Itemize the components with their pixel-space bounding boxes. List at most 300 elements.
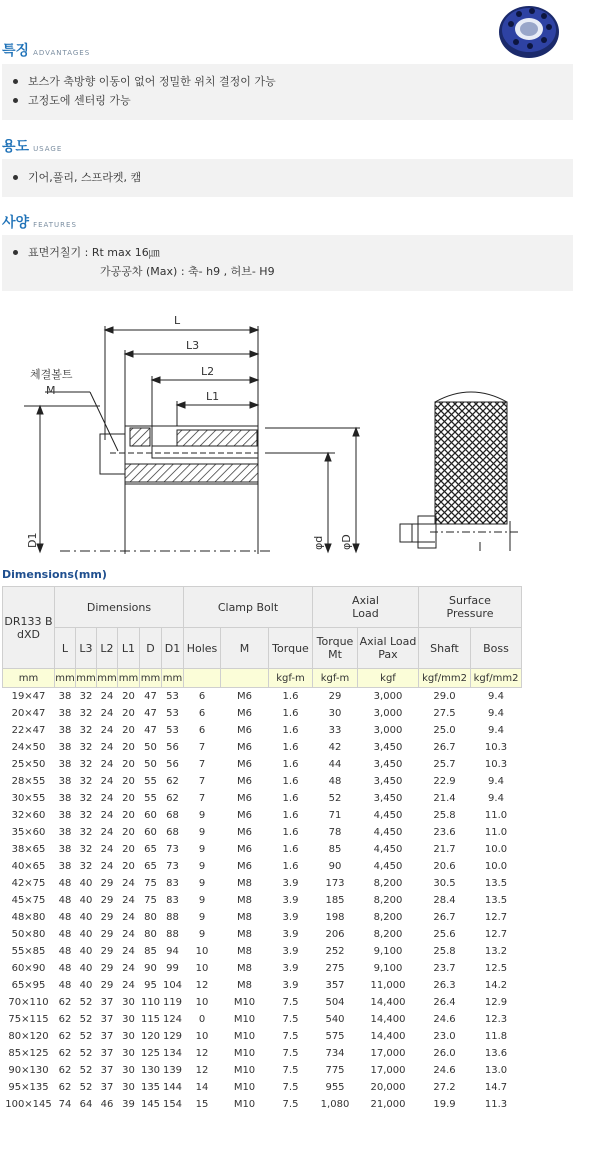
table-cell: 40	[79, 946, 93, 957]
table-cell: 68	[166, 827, 179, 838]
table-cell: 55	[144, 793, 157, 804]
features-heading	[2, 212, 77, 232]
header-text: DR133 B	[4, 614, 53, 628]
table-cell: 24	[122, 980, 135, 991]
features-subtitle: FEATURES	[33, 221, 77, 229]
table-cell: 56	[166, 742, 179, 753]
unit-cell: mm	[55, 669, 76, 688]
table-row	[3, 1096, 522, 1113]
table-cell: M8	[237, 912, 252, 923]
table-row	[3, 858, 522, 875]
table-cell: 100×145	[5, 1099, 52, 1110]
table-cell: 3,000	[373, 708, 403, 719]
table-cell: 1.6	[282, 742, 299, 753]
table-cell: 3.9	[282, 980, 299, 991]
table-cell: 38	[58, 793, 72, 804]
table-cell: 32	[79, 827, 93, 838]
usage-subtitle: USAGE	[33, 145, 63, 153]
table-cell: 206	[325, 929, 345, 940]
table-cell: 62	[58, 1082, 72, 1093]
table-cell: M10	[233, 1048, 256, 1059]
table-cell: 50×80	[11, 929, 46, 940]
table-cell: 9.4	[488, 691, 504, 702]
header-col	[269, 628, 313, 669]
table-cell: 7	[198, 793, 206, 804]
table-cell: 83	[166, 878, 179, 889]
table-cell: 20	[122, 776, 135, 787]
table-cell: 52	[79, 1048, 93, 1059]
table-row	[3, 926, 522, 943]
table-cell: 8,200	[373, 878, 403, 889]
table-cell: 11.0	[484, 810, 508, 821]
table-cell: 37	[100, 1031, 114, 1042]
table-cell: 29	[100, 963, 114, 974]
table-cell: 40	[79, 980, 93, 991]
table-cell: 48	[58, 878, 72, 889]
table-cell: 135	[140, 1082, 161, 1093]
table-cell: 6	[198, 691, 206, 702]
table-cell: 20	[122, 725, 135, 736]
table-cell: 3.9	[282, 946, 299, 957]
table-cell: 42×75	[11, 878, 46, 889]
table-cell: 1.6	[282, 827, 299, 838]
table-cell: 70×110	[8, 997, 49, 1008]
table-cell: 13.2	[484, 946, 508, 957]
table-cell: 75	[144, 878, 157, 889]
table-cell: M6	[237, 827, 252, 838]
label-d: φd	[312, 535, 325, 550]
header-text: D	[146, 641, 155, 655]
unit-cell: mm	[162, 669, 184, 688]
table-cell: 37	[100, 1014, 114, 1025]
table-cell: 25.0	[433, 725, 456, 736]
table-row	[3, 1079, 522, 1096]
table-cell: 25.8	[433, 946, 456, 957]
table-cell: 52	[79, 1065, 93, 1076]
usage-title: 용도	[2, 139, 30, 155]
unit-cell: mm	[97, 669, 118, 688]
table-cell: 29	[100, 878, 114, 889]
table-cell: 88	[166, 912, 179, 923]
table-cell: 60×90	[11, 963, 46, 974]
table-cell: 62	[58, 1031, 72, 1042]
unit-cell: kgf-m	[269, 669, 313, 688]
header-col	[76, 628, 97, 669]
table-cell: 14.2	[484, 980, 508, 991]
unit-cell: mm	[76, 669, 97, 688]
table-row	[3, 739, 522, 756]
header-col	[162, 628, 184, 669]
table-cell: 14,400	[370, 1031, 406, 1042]
table-cell: 38	[58, 742, 72, 753]
list-item: 고정도에 센터링 가능	[12, 91, 573, 110]
table-cell: 38	[58, 861, 72, 872]
table-cell: 65×95	[11, 980, 46, 991]
table-cell: 48	[58, 963, 72, 974]
table-cell: 7.5	[282, 997, 299, 1008]
table-cell: 20	[122, 861, 135, 872]
table-cell: 119	[162, 997, 183, 1008]
table-row	[3, 1028, 522, 1045]
product-image	[497, 2, 561, 60]
label-D: φD	[340, 534, 353, 550]
table-cell: 83	[166, 895, 179, 906]
table-cell: 7.5	[282, 1065, 299, 1076]
table-cell: 90	[328, 861, 342, 872]
table-cell: 12.9	[484, 997, 508, 1008]
table-cell: 9,100	[373, 946, 403, 957]
header-dimensions: Dimensions	[55, 587, 184, 628]
table-cell: 75×115	[8, 1014, 49, 1025]
table-cell: 38	[58, 725, 72, 736]
table-cell: 24	[100, 810, 114, 821]
header-text: Shaft	[430, 641, 459, 655]
table-cell: 144	[162, 1082, 183, 1093]
table-row	[3, 807, 522, 824]
header-text: Pax	[378, 648, 398, 661]
table-cell: M6	[237, 810, 252, 821]
label-bolt: 체결볼트	[30, 368, 73, 381]
table-row	[3, 688, 522, 706]
table-cell: 3,000	[373, 691, 403, 702]
table-cell: 30	[122, 1082, 135, 1093]
table-cell: 85	[144, 946, 157, 957]
table-cell: 24	[100, 844, 114, 855]
table-cell: 52	[79, 1082, 93, 1093]
features-title: 사양	[2, 215, 30, 231]
table-cell: 20	[122, 742, 135, 753]
table-cell: 30	[122, 1048, 135, 1059]
table-cell: 47	[144, 691, 157, 702]
header-col	[55, 628, 76, 669]
table-cell: 1.6	[282, 725, 299, 736]
table-cell: 29	[100, 895, 114, 906]
unit-cell	[184, 669, 221, 688]
header-text: Holes	[186, 641, 218, 655]
table-cell: 52	[79, 1014, 93, 1025]
table-cell: 11.8	[484, 1031, 508, 1042]
table-cell: M6	[237, 793, 252, 804]
table-row	[3, 773, 522, 790]
table-cell: 357	[325, 980, 345, 991]
unit-cell: kgf	[358, 669, 419, 688]
table-cell: 20	[122, 708, 135, 719]
table-cell: 73	[166, 844, 179, 855]
header-col	[221, 628, 269, 669]
table-cell: 19.9	[433, 1099, 456, 1110]
header-col	[97, 628, 118, 669]
header-col	[313, 628, 358, 669]
label-D1: D1	[26, 532, 39, 548]
table-cell: 30	[122, 997, 135, 1008]
header-row	[3, 587, 522, 628]
table-cell: 104	[162, 980, 183, 991]
table-cell: 21.4	[433, 793, 456, 804]
technical-drawing	[0, 306, 595, 561]
table-cell: 25.6	[433, 929, 456, 940]
table-cell: 11,000	[370, 980, 406, 991]
table-cell: 110	[140, 997, 161, 1008]
table-cell: 37	[100, 1082, 114, 1093]
table-cell: 29	[328, 691, 342, 702]
header-text: Pressure	[446, 607, 494, 620]
header-col	[118, 628, 140, 669]
table-cell: 62	[166, 793, 179, 804]
table-cell: 38	[58, 708, 72, 719]
table-cell: 55	[144, 776, 157, 787]
table-cell: 32	[79, 793, 93, 804]
table-cell: 53	[166, 708, 179, 719]
table-cell: M8	[237, 929, 252, 940]
table-cell: 1.6	[282, 776, 299, 787]
table-cell: 30	[122, 1031, 135, 1042]
table-cell: 44	[328, 759, 342, 770]
table-cell: 24	[122, 963, 135, 974]
table-cell: M6	[237, 759, 252, 770]
table-cell: 60	[144, 810, 157, 821]
table-cell: 12.7	[484, 929, 508, 940]
table-cell: 9	[198, 929, 206, 940]
table-cell: 24	[122, 929, 135, 940]
table-cell: 185	[325, 895, 345, 906]
table-cell: 10	[195, 997, 209, 1008]
table-cell: 9	[198, 844, 206, 855]
table-cell: 24	[100, 793, 114, 804]
table-cell: 24	[100, 742, 114, 753]
table-cell: 23.7	[433, 963, 456, 974]
table-row	[3, 977, 522, 994]
table-cell: 48	[58, 980, 72, 991]
table-cell: 24×50	[11, 742, 46, 753]
table-cell: 13.5	[484, 895, 508, 906]
table-cell: 30.5	[433, 878, 456, 889]
unit-cell: mm	[140, 669, 162, 688]
usage-heading	[2, 136, 62, 156]
table-cell: 24	[100, 691, 114, 702]
table-cell: 46	[100, 1099, 114, 1110]
table-cell: 24	[100, 725, 114, 736]
table-cell: 1.6	[282, 844, 299, 855]
table-cell: 25.8	[433, 810, 456, 821]
label-L3: L3	[186, 339, 200, 352]
table-cell: M10	[233, 1065, 256, 1076]
table-cell: 32	[79, 861, 93, 872]
table-cell: 14	[195, 1082, 209, 1093]
table-cell: 4,450	[373, 810, 403, 821]
table-row	[3, 1045, 522, 1062]
table-cell: 24	[100, 776, 114, 787]
table-cell: 50	[144, 742, 157, 753]
table-cell: 53	[166, 725, 179, 736]
table-row	[3, 841, 522, 858]
table-cell: 60	[144, 827, 157, 838]
header-text: Torque	[272, 641, 309, 655]
table-cell: 26.7	[433, 912, 456, 923]
usage-box	[2, 159, 573, 197]
table-cell: 33	[328, 725, 342, 736]
table-cell: 24	[100, 861, 114, 872]
table-cell: 48×80	[11, 912, 46, 923]
table-cell: M10	[233, 997, 256, 1008]
table-cell: M6	[237, 691, 252, 702]
table-cell: 32	[79, 810, 93, 821]
table-cell: 55×85	[11, 946, 46, 957]
unit-cell	[221, 669, 269, 688]
table-cell: 12	[195, 1065, 209, 1076]
advantages-box	[2, 64, 573, 120]
table-cell: 48	[328, 776, 342, 787]
table-cell: 7.5	[282, 1014, 299, 1025]
table-cell: 38	[58, 810, 72, 821]
table-cell: 88	[166, 929, 179, 940]
table-cell: 20	[122, 827, 135, 838]
table-cell: 30×55	[11, 793, 46, 804]
table-cell: 3,000	[373, 725, 403, 736]
table-cell: 8,200	[373, 929, 403, 940]
table-cell: 73	[166, 861, 179, 872]
table-cell: 13.6	[484, 1048, 508, 1059]
table-cell: 775	[325, 1065, 345, 1076]
table-cell: 19×47	[11, 691, 46, 702]
table-cell: 90×130	[8, 1065, 49, 1076]
table-cell: 29	[100, 912, 114, 923]
table-cell: 14,400	[370, 997, 406, 1008]
table-cell: 7.5	[282, 1099, 299, 1110]
table-cell: 15	[195, 1099, 209, 1110]
table-cell: 10.3	[484, 759, 508, 770]
table-cell: 80	[144, 912, 157, 923]
unit-cell: kgf-m	[313, 669, 358, 688]
table-cell: 20	[122, 844, 135, 855]
table-row	[3, 943, 522, 960]
advantages-subtitle: ADVANTAGES	[33, 49, 91, 57]
table-cell: 45×75	[11, 895, 46, 906]
table-cell: 95×135	[8, 1082, 49, 1093]
table-cell: 24	[100, 759, 114, 770]
table-cell: 40	[79, 895, 93, 906]
table-cell: 38×65	[11, 844, 46, 855]
table-row	[3, 1011, 522, 1028]
table-cell: 32	[79, 691, 93, 702]
table-cell: 9.4	[488, 725, 504, 736]
table-cell: M6	[237, 708, 252, 719]
list-item: 기어,풀리, 스프라켓, 캠	[12, 168, 573, 187]
table-cell: 75	[144, 895, 157, 906]
header-col	[184, 628, 221, 669]
table-cell: 40	[79, 963, 93, 974]
table-cell: 21.7	[433, 844, 456, 855]
table-row	[3, 722, 522, 739]
table-cell: 65	[144, 844, 157, 855]
table-cell: 65	[144, 861, 157, 872]
table-cell: 38	[58, 844, 72, 855]
label-L: L	[174, 314, 181, 327]
table-cell: 27.2	[433, 1082, 456, 1093]
table-cell: 68	[166, 810, 179, 821]
table-cell: M10	[233, 1099, 256, 1110]
table-cell: 10.0	[484, 844, 508, 855]
header-text: M	[239, 641, 250, 655]
table-row	[3, 960, 522, 977]
table-cell: 30	[122, 1065, 135, 1076]
table-cell: 26.4	[433, 997, 456, 1008]
table-cell: 52	[79, 997, 93, 1008]
table-cell: 48	[58, 912, 72, 923]
table-cell: M8	[237, 980, 252, 991]
header-text: D1	[164, 641, 181, 655]
table-cell: 1.6	[282, 691, 299, 702]
table-cell: 20,000	[370, 1082, 406, 1093]
table-cell: 9.4	[488, 793, 504, 804]
table-cell: 3,450	[373, 742, 403, 753]
table-cell: 29.0	[433, 691, 456, 702]
table-cell: 20	[122, 691, 135, 702]
table-cell: 29	[100, 929, 114, 940]
header-col	[419, 628, 471, 669]
table-cell: 10	[195, 946, 209, 957]
table-cell: 24.6	[433, 1065, 456, 1076]
table-cell: 9	[198, 895, 206, 906]
table-cell: 90	[144, 963, 157, 974]
table-cell: 12	[195, 1048, 209, 1059]
table-cell: 198	[325, 912, 345, 923]
table-cell: 53	[166, 691, 179, 702]
header-text: Axial	[352, 594, 379, 607]
header-col	[140, 628, 162, 669]
advantages-heading	[2, 40, 90, 60]
table-cell: 10.3	[484, 742, 508, 753]
table-cell: 25.7	[433, 759, 456, 770]
table-cell: 252	[325, 946, 345, 957]
header-text: L1	[121, 641, 136, 655]
table-cell: M6	[237, 844, 252, 855]
table-cell: 4,450	[373, 827, 403, 838]
table-cell: 504	[325, 997, 345, 1008]
table-row	[3, 1062, 522, 1079]
table-cell: 7	[198, 742, 206, 753]
table-cell: 9	[198, 878, 206, 889]
table-cell: 26.0	[433, 1048, 456, 1059]
table-title: Dimensions(mm)	[2, 568, 107, 581]
table-cell: 32	[79, 759, 93, 770]
table-cell: 145	[140, 1099, 161, 1110]
table-cell: 50	[144, 759, 157, 770]
table-cell: 3.9	[282, 912, 299, 923]
table-cell: 40	[79, 878, 93, 889]
table-cell: 32	[79, 742, 93, 753]
table-row	[3, 875, 522, 892]
table-cell: 64	[79, 1099, 93, 1110]
table-cell: 94	[166, 946, 179, 957]
table-cell: 7.5	[282, 1082, 299, 1093]
table-cell: 12.5	[484, 963, 508, 974]
table-cell: 3.9	[282, 929, 299, 940]
table-cell: 38	[58, 776, 72, 787]
unit-cell: mm	[3, 669, 55, 688]
header-text: L3	[79, 641, 93, 655]
table-cell: 7	[198, 776, 206, 787]
header-col	[471, 628, 522, 669]
header-axial-load	[313, 587, 419, 628]
table-cell: 9	[198, 827, 206, 838]
table-cell: 71	[328, 810, 342, 821]
table-cell: 10	[195, 1031, 209, 1042]
header-text: Surface	[449, 594, 491, 607]
table-cell: 30	[328, 708, 342, 719]
label-M: M	[46, 384, 56, 397]
header-surface-pressure	[419, 587, 522, 628]
list-item: 표면거칠기 : Rt max 16㎛	[12, 243, 573, 262]
